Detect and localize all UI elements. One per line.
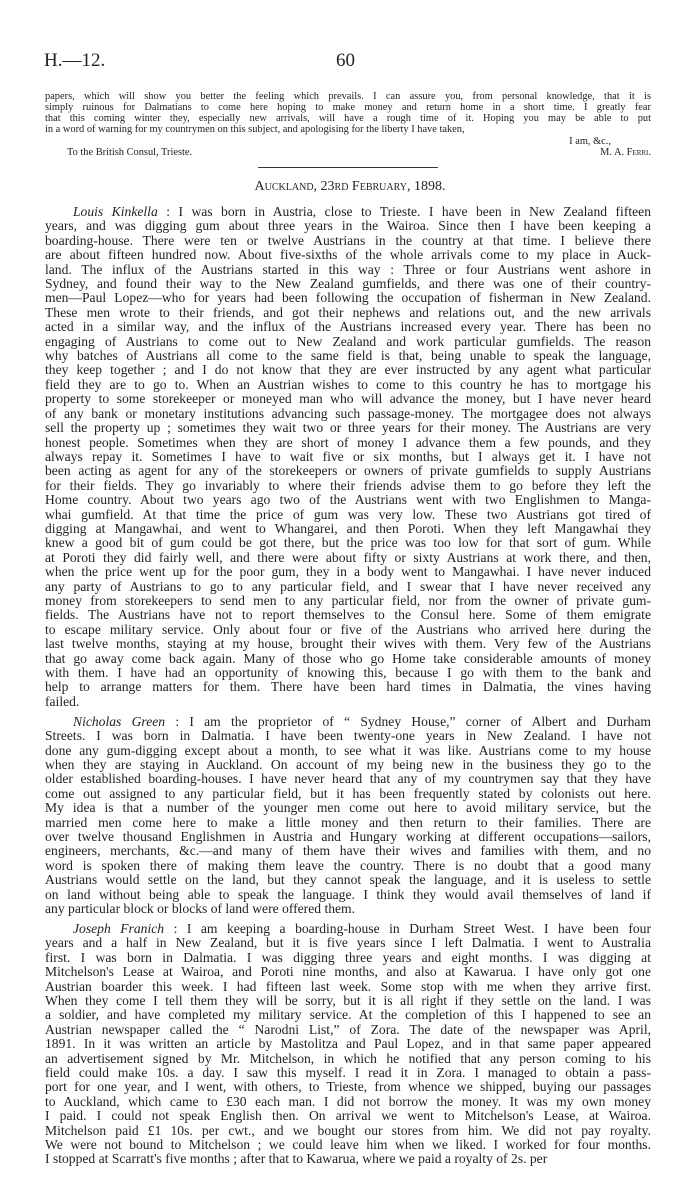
text-line: port for one year, and I went, with others, to Trieste, from whence we shipped, buying our passages — [45, 1079, 651, 1095]
document-reference: H.—12. — [44, 50, 106, 71]
text-line: married men come here to make a little money and then return to their families. There are — [45, 814, 651, 830]
text-line — [45, 205, 651, 219]
text-line: engaging of Austrians to come out to New Zealand and work particular gumfields. The reason — [45, 333, 651, 349]
text-line: digging at Mangawhai, and went to Whangarei, and then Poroti. When they left Mangawhai they — [45, 520, 651, 536]
text-line: that go away come back again. Many of those who go Home take considerable amounts of money — [45, 650, 651, 666]
text-line: done any gum-digging except about a month, to see what it was like. Austrians come to my house — [45, 742, 651, 758]
text-line: older established boarding-houses. I have never heard that any of my countrymen say that they have — [45, 771, 651, 787]
speaker-name: Joseph Franich — [73, 920, 165, 936]
text-line: Austrians would settle on the land, but they cannot speak the language, and it is useless to settle — [45, 872, 651, 888]
text-line: men—Paul Lopez—who for years had been following the occupation of fisherman in New Zealand. — [45, 290, 651, 306]
text-line: of any bank or monetary institutions advancing such passage-money. The mortgagee does not always — [45, 405, 651, 421]
text-line: Sydney, and found their way to the New Zealand gumfields, and there was one of their country- — [45, 276, 651, 292]
text-line: on land without being able to speak the language. I think they would avail themselves of land if — [45, 886, 651, 902]
line-text: : I am keeping a boarding-house in Durham Street West. I have been four — [164, 920, 651, 936]
text-line: land. The influx of the Austrians started in this way : Three or four Austrians went ashore in — [45, 261, 651, 277]
speaker-name: Louis Kinkella — [73, 204, 158, 219]
text-line: I paid. I could not speak English then. On arrival we went to Mitchelson's Lease, at Wairoa. — [45, 1108, 651, 1124]
text-line: any particular block or blocks of land were offered them. — [45, 901, 356, 916]
text-line: years and a half in New Zealand, but it is five years since I left Dalmatia. I went to Australia — [45, 935, 651, 951]
text-line: a soldier, and have completed my military service. At the completion of this I happened to see an — [45, 1007, 651, 1023]
testimony-paragraph — [45, 205, 651, 709]
dateline-heading: Auckland, 23rd February, 1898. — [254, 179, 446, 194]
text-line: We were not bound to Mitchelson ; we could leave him when we liked. I worked for four months. — [45, 1137, 651, 1152]
text-line: when the price went up for the poor gum, they in a body went to Mangawhai. I have never induced — [45, 564, 651, 580]
text-line: My idea is that a number of the younger men come out here to avoid military service, but the — [45, 800, 651, 816]
text-line: 1891. In it was written an article by Mastolitza and Paul Lopez, and in that same paper appeared — [45, 1036, 651, 1052]
text-line: whai gumfield. At that time the price of gum was very low. These two Austrians got tired of — [45, 506, 651, 522]
text-line: Home country. About two years ago two of the Austrians went with two Englishmen to Manga- — [45, 492, 651, 508]
text-line: money from storekeepers to send men to any particular field, nor from the owner of private gum- — [45, 592, 651, 608]
text-line: always repay it. Sometimes I have to wait five or six months, but I always get it. I have not — [45, 448, 651, 464]
text-line: When they come I tell them they will be sorry, but it is all right if they settle on the land. I was — [45, 992, 651, 1008]
text-line: last twelve months, staying at my house, brought their wives with them. Very few of the Austrians — [45, 636, 651, 652]
page-number: 60 — [336, 50, 355, 71]
letter-signoff — [45, 136, 651, 158]
text-line: property to some storekeeper or moneyed man who will advance the money, but I have never heard — [45, 391, 651, 407]
text-line: simply ruinous for Dalmatians to come here hoping to make money and return home in a short time. I greatly fear — [45, 102, 651, 113]
text-line: to escape military service. Only about four or five of the Austrians who arrived here during the — [45, 621, 651, 637]
text-line: Austrian newspaper called the “ Narodni List,” of Zora. The date of the newspaper was April, — [45, 1021, 651, 1037]
text-line: first. I was born in Dalmatia. I was digging three years and eight months. I was digging at — [45, 949, 651, 965]
testimony-paragraph — [45, 922, 651, 1167]
text-line: come out assigned to any particular field, but it has been frequently stated by colonists out here. — [45, 785, 651, 801]
text-line: field they are to go to. When an Austrian wishes to come to this country he has to mortgage his — [45, 376, 651, 392]
text-line: field could make 10s. a day. I saw this myself. I read it in Zora. I managed to obtain a pass- — [45, 1064, 651, 1080]
speaker-name: Nicholas Green — [73, 713, 166, 729]
text-line: in a word of warning for my countrymen on this subject, and apologising for the liberty I have taken, — [45, 124, 465, 135]
text-line: are about fifteen hundred now. About five-sixths of the whole arrivals come to my place in Auck- — [45, 247, 651, 263]
text-line — [45, 922, 651, 936]
text-line: years, and was digging gum about three years in the Wairoa. Since then I have been keeping a — [45, 218, 651, 234]
text-line: honest people. Sometimes when they are short of money I advance them a few pounds, and they — [45, 434, 651, 450]
text-line: word is spoken there of making them leave the country. There is no doubt that a good many — [45, 857, 651, 873]
line-text: : I am the proprietor of “ Sydney House,” corner of Albert and Durham — [165, 713, 651, 729]
text-line: sell the property up ; sometimes they wait two or three years for their money. The Austrians are very — [45, 420, 651, 436]
line-text: : I was born in Austria, close to Trieste. I have been in New Zealand fifteen — [157, 204, 651, 219]
text-line: when they are staying in Auckland. On account of my being new in the business they go to the — [45, 756, 651, 772]
text-line: Austrian boarder this week. I had fifteen last week. Some stop with me when they arrive first. — [45, 978, 651, 994]
text-line: failed. — [45, 693, 80, 709]
text-line: for their fields. They go invariably to where their friends advise them to go before they left the — [45, 477, 651, 493]
testimony-body — [45, 205, 651, 1172]
text-line: over twelve thousand Englishmen in Austria and Hungary working at different occupations—sailors, — [45, 828, 651, 844]
text-line: I stopped at Scarratt's five months ; after that to Kawarua, where we paid a royalty of 2s. per — [45, 1151, 548, 1167]
letter-closing-paragraph — [45, 91, 651, 135]
signature: M. A. Ferri. — [600, 147, 651, 158]
text-line: acted in a similar way, and the influx of the Austrians increased every year. There has been no — [45, 319, 651, 335]
text-line: any party of Austrians to go to any particular field, and I swear that I have never received any — [45, 578, 651, 594]
text-line: why batches of Austrians all come to the same field is that, being unable to speak the language, — [45, 348, 651, 364]
text-line: to Auckland, which came to £30 each man. I did not borrow the money. It was my own money — [45, 1093, 651, 1109]
text-line: Mitchelson paid £1 10s. per cwt., and we bought our stores from him. We did not pay royalty. — [45, 1122, 651, 1138]
text-line: knew a good bit of gum could be got there, but the price was too low for that sort of gum. While — [45, 535, 651, 551]
addressee: To the British Consul, Trieste. — [67, 147, 193, 158]
text-line: papers, which will show you better the feeling which prevails. I can assure you, from personal knowledge, that it is — [45, 91, 651, 102]
text-line: that this coming winter they, especially new arrivals, will have a rough time of it. Hoping you may be able to put — [45, 113, 651, 124]
text-line: at Poroti they did fairly well, and there were about fifty or sixty Austrians at work there, and then, — [45, 549, 651, 565]
text-line: Streets. I was born in Dalmatia. I have been twenty-one years in New Zealand. I have not — [45, 728, 651, 744]
text-line: been acting as agent for any of the storekeepers or owners of private gumfields to supply Austrians — [45, 463, 651, 479]
text-line: they keep together ; and I do not know that they are ever instructed by any agent what particular — [45, 362, 651, 378]
text-line: engineers, merchants, &c.—and many of them have their wives and families with them, and no — [45, 843, 651, 859]
text-line: boarding-house. There were ten or twelve Austrians in the country at that time. I believe there — [45, 232, 651, 248]
text-line: Mitchelson's Lease at Wairoa, and Poroti nine months, and also at Kawarua. I have only got one — [45, 964, 651, 980]
text-line: with them. I have had an opportunity of knowing this, because I go with them to the bank and — [45, 665, 651, 680]
closing-phrase: I am, &c., — [569, 136, 611, 147]
text-line: help to arrange matters for them. There have been hard times in Dalmatia, the vines having — [45, 679, 651, 695]
text-line: an advertisement signed by Mr. Mitchelson, in which he notified that any person coming to his — [45, 1050, 651, 1066]
section-divider — [258, 167, 438, 168]
text-line: fields. The Austrians have not to report themselves to the Consul here. Some of them emigrate — [45, 607, 651, 623]
text-line: These men wrote to their friends, and got their nephews and relations out, and the new arrivals — [45, 304, 651, 320]
text-line — [45, 715, 651, 729]
testimony-paragraph — [45, 715, 651, 917]
